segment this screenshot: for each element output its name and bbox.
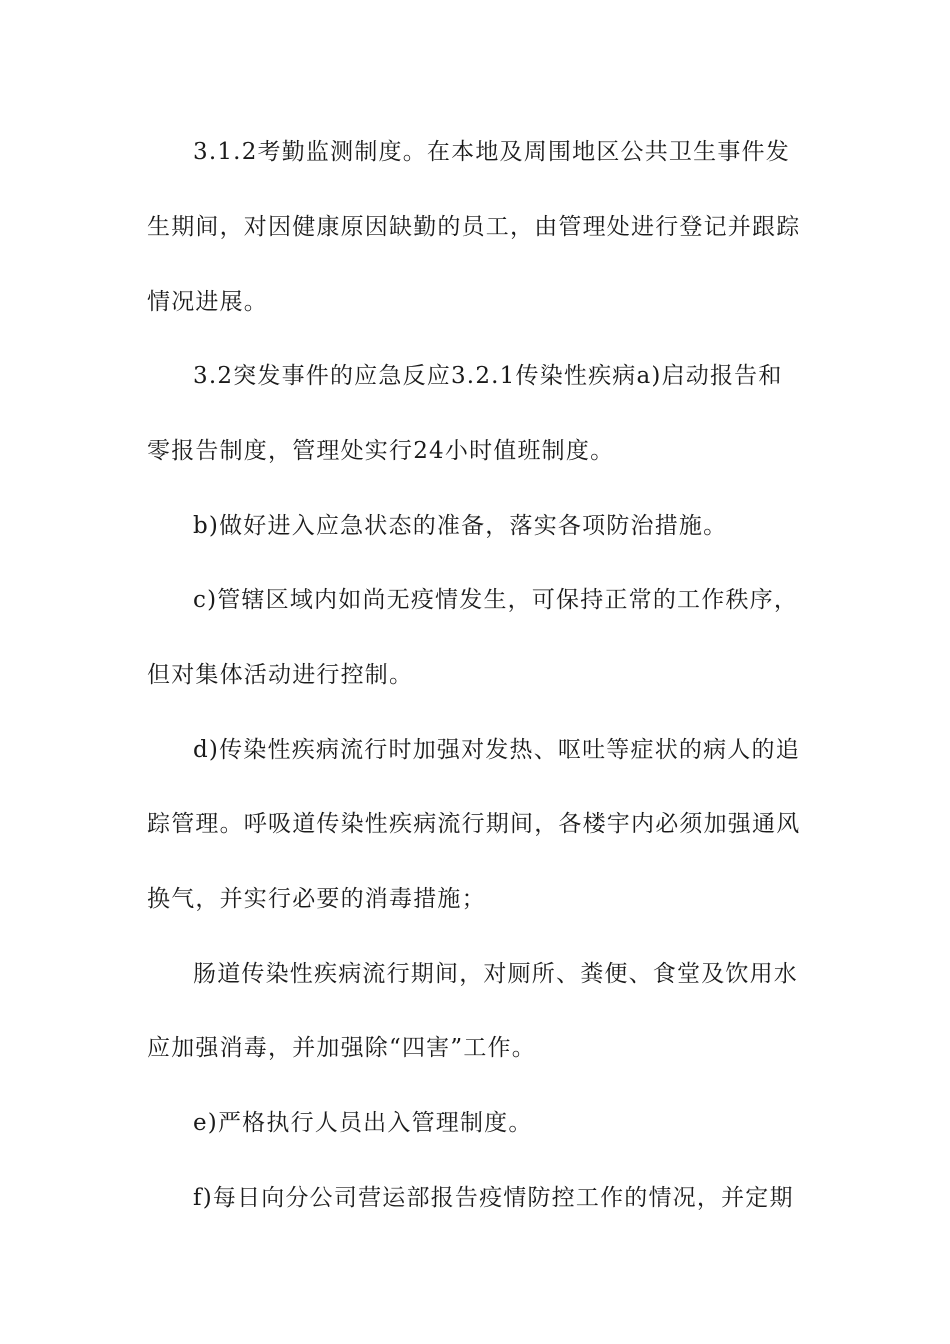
paragraph-c-line-1: c)管辖区域内如尚无疫情发生，可保持正常的工作秩序， (193, 587, 799, 613)
paragraph-3-2-line-1: 3.2突发事件的应急反应3.2.1传染性疾病a)启动报告和 (193, 363, 783, 389)
paragraph-d-line-1: d)传染性疾病流行时加强对发热、呕吐等症状的病人的追 (193, 737, 800, 763)
paragraph-3-1-2-line-1: 3.1.2考勤监测制度。在本地及周围地区公共卫生事件发 (193, 139, 790, 165)
paragraph-intestinal-line-2: 应加强消毒，并加强除“四害”工作。 (147, 1035, 536, 1061)
paragraph-f-line-1: f)每日向分公司营运部报告疫情防控工作的情况，并定期 (193, 1185, 794, 1211)
paragraph-3-1-2-line-2: 生期间，对因健康原因缺勤的员工，由管理处进行登记并跟踪 (147, 214, 801, 240)
paragraph-b-line-1: b)做好进入应急状态的准备，落实各项防治措施。 (193, 513, 728, 539)
paragraph-d-line-2: 踪管理。呼吸道传染性疾病流行期间，各楼宇内必须加强通风 (147, 811, 801, 837)
paragraph-intestinal-line-1: 肠道传染性疾病流行期间，对厕所、粪便、食堂及饮用水 (193, 961, 798, 987)
paragraph-c-line-2: 但对集体活动进行控制。 (147, 662, 414, 688)
paragraph-3-1-2-line-3: 情况进展。 (147, 289, 268, 315)
paragraph-d-line-3: 换气，并实行必要的消毒措施； (147, 886, 486, 912)
paragraph-3-2-line-2: 零报告制度，管理处实行24小时值班制度。 (147, 438, 615, 464)
paragraph-e-line-1: e)严格执行人员出入管理制度。 (193, 1110, 533, 1136)
